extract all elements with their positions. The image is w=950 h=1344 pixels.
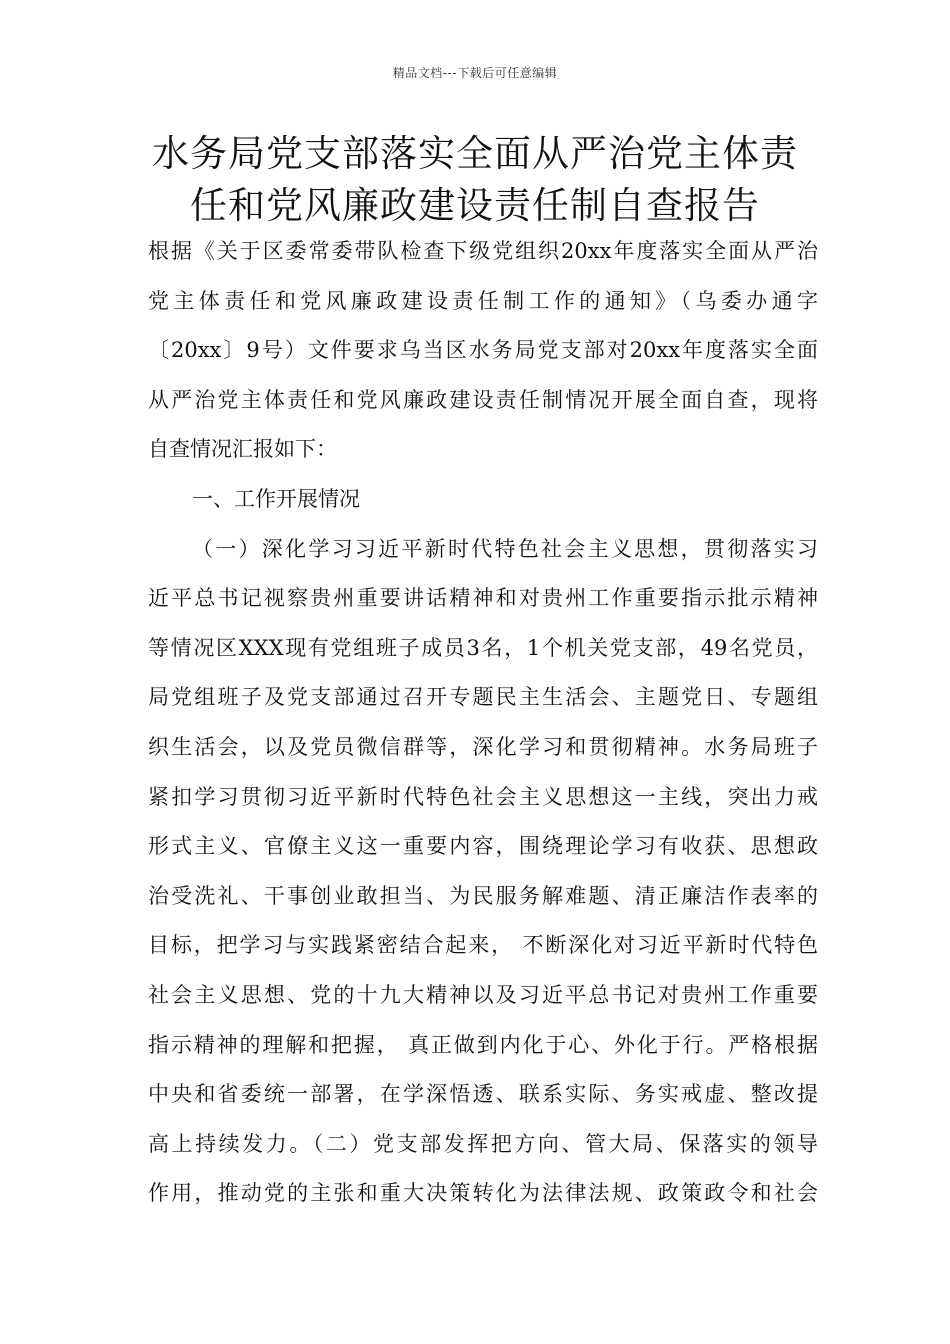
- body-line: 指示精神的理解和把握， 真正做到内化于心、外化于行。严格根据: [148, 1032, 818, 1057]
- page-header-watermark: 精品文档---下载后可任意编辑: [392, 66, 558, 80]
- section-heading: 一、工作开展情况: [192, 486, 360, 511]
- body-line: 党主体责任和党风廉政建设责任制工作的通知》（乌委办通字: [148, 288, 818, 313]
- title-line-2: 任和党风廉政建设责任制自查报告: [190, 184, 760, 227]
- body-line: 近平总书记视察贵州重要讲话精神和对贵州工作重要指示批示精神: [148, 586, 818, 611]
- body-line: 形式主义、官僚主义这一重要内容，围绕理论学习有收获、思想政: [148, 834, 818, 859]
- document-body: [148, 227, 818, 1219]
- body-line: 等情况区XXX现有党组班子成员3名，1个机关党支部，49名党员，: [148, 635, 818, 660]
- body-line: 高上持续发力。（二）党支部发挥把方向、管大局、保落实的领导: [148, 1131, 818, 1156]
- body-line: 自查情况汇报如下：: [148, 437, 337, 462]
- title-line-1: 水务局党支部落实全面从严治党主体责: [152, 132, 798, 175]
- subsection-heading: （一）深化学习习近平新时代特色社会主义思想，贯彻落实习: [192, 536, 818, 561]
- body-line: 目标，把学习与实践紧密结合起来， 不断深化对习近平新时代特色: [148, 933, 818, 958]
- body-line: 紧扣学习贯彻习近平新时代特色社会主义思想这一主线，突出力戒: [148, 784, 818, 809]
- body-line: 作用，推动党的主张和重大决策转化为法律法规、政策政令和社会: [148, 1181, 818, 1206]
- document-title: [100, 128, 850, 232]
- body-line: 织生活会，以及党员微信群等，深化学习和贯彻精神。水务局班子: [148, 734, 818, 759]
- body-line: 〔20xx〕9号）文件要求乌当区水务局党支部对20xx年度落实全面: [148, 338, 818, 363]
- body-line: 根据《关于区委常委带队检查下级党组织20xx年度落实全面从严治: [148, 239, 818, 263]
- body-line: 从严治党主体责任和党风廉政建设责任制情况开展全面自查，现将: [148, 387, 818, 412]
- body-line: 局党组班子及党支部通过召开专题民主生活会、主题党日、专题组: [148, 685, 818, 710]
- body-line: 社会主义思想、党的十九大精神以及习近平总书记对贵州工作重要: [148, 982, 818, 1007]
- body-line: 治受洗礼、干事创业敢担当、为民服务解难题、清正廉洁作表率的: [148, 883, 818, 908]
- body-line: 中央和省委统一部署，在学深悟透、联系实际、务实戒虚、整改提: [148, 1082, 818, 1107]
